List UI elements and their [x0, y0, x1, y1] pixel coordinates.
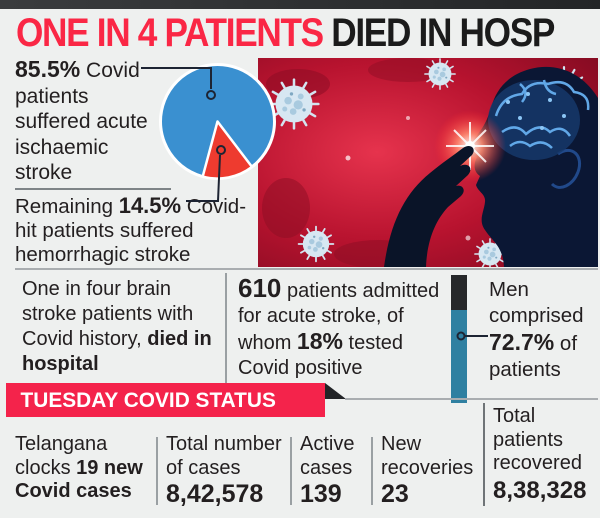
stat-new-recoveries-label: New recoveries [381, 433, 474, 479]
bar-men-fill [451, 310, 467, 403]
divider-banner-right [345, 398, 598, 400]
stat-new-cases-bold: 19 new Covid cases [15, 456, 143, 502]
brain-stroke-virus-photo [258, 58, 598, 267]
divider-facts-top [15, 268, 598, 270]
page-title-rest: DIED IN HOSP [322, 11, 555, 55]
stat-active-cases-value: 139 [300, 480, 342, 508]
fact-men-text2: of patients [489, 332, 578, 381]
stat-new-recoveries-value: 23 [381, 480, 409, 508]
stat-total-cases [166, 433, 286, 508]
stat-divider-2 [290, 437, 292, 505]
hemorrhagic-prefix: Remaining [15, 195, 119, 218]
callout-ischaemic [15, 57, 157, 186]
page-title [16, 11, 554, 55]
stat-new-cases [15, 433, 160, 504]
fact-hospital-bold: died in hospital [22, 328, 212, 375]
fact-men-text1: Men comprised [489, 278, 584, 327]
hemorrhagic-percent: 14.5% [118, 193, 182, 218]
fact-admissions-text2: tested Covid positive [238, 332, 403, 379]
callout-hemorrhagic [15, 194, 257, 267]
ischaemic-percent: 85.5% [15, 56, 81, 82]
hemorrhagic-text: Covid-hit patients suffered hemorrhagic stroke [15, 195, 247, 266]
stat-divider-1 [156, 437, 158, 505]
stat-total-recovered-label: Total patients recovered [493, 405, 582, 474]
fact-hospital-text: One in four brain stroke patients with Covid history, [22, 278, 194, 350]
banner-fold-triangle [325, 383, 346, 399]
fact-admissions-percent: 18% [296, 328, 343, 354]
stat-total-recovered [493, 405, 597, 504]
fact-men-percent: 72.7% [489, 329, 555, 355]
stat-new-recoveries [381, 433, 481, 508]
men-share-bar-chart [451, 275, 467, 403]
fact-died-in-hospital [22, 277, 222, 377]
divider-facts-vertical [225, 273, 227, 385]
fact-admissions-number: 610 [238, 273, 282, 303]
banner-label: TUESDAY COVID STATUS [20, 388, 276, 412]
page-title-highlight: ONE IN 4 PATIENTS [16, 11, 323, 55]
stat-active-cases [300, 433, 370, 508]
ischaemic-text: Covid patients suffered acute ischaemic stroke [15, 59, 148, 184]
stat-new-cases-prefix: Telangana clocks [15, 433, 108, 479]
stat-total-cases-label: Total number of cases [166, 433, 282, 479]
bar-men-rest [451, 275, 467, 310]
divider-under-ischaemic [15, 188, 171, 190]
fact-admissions [238, 273, 446, 381]
stat-divider-3 [371, 437, 373, 505]
stat-total-recovered-value: 8,38,328 [493, 476, 587, 504]
top-border-strip [0, 0, 600, 9]
stroke-type-pie-chart [157, 61, 278, 182]
tuesday-covid-status-banner [6, 383, 325, 417]
stat-active-cases-label: Active cases [300, 433, 355, 479]
fact-admissions-text1: patients admitted for acute stroke, of whom [238, 280, 440, 354]
stat-total-cases-value: 8,42,578 [166, 480, 264, 508]
fact-men [489, 277, 595, 383]
stat-divider-4 [483, 403, 485, 506]
